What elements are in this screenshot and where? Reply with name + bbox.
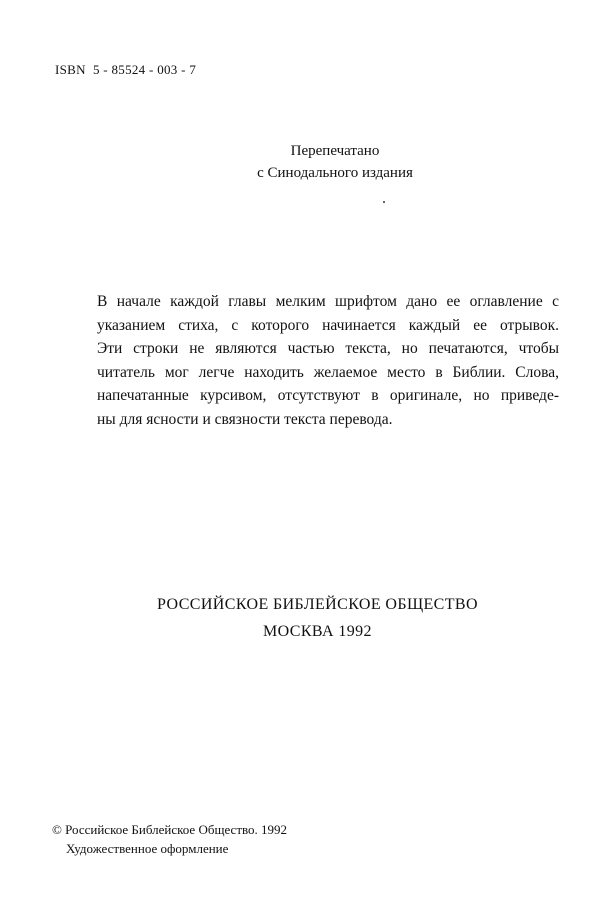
note-line: читатель мог легче находить желаемое место в Библии. Слова, [97, 363, 559, 381]
note-line: указанием стиха, с которого начинается каждый ее отрывок. [97, 316, 559, 334]
isbn-label: ISBN [55, 62, 86, 77]
reprint-note [240, 140, 430, 184]
note-line: ны для ясности и связности текста перевода. [97, 410, 393, 428]
note-line: напечатанные курсивом, отсутствуют в оригинале, но приведе- [97, 387, 559, 404]
note-line: В начале каждой главы мелким шрифтом дано ее оглавление с [97, 293, 559, 310]
publisher-name: РОССИЙСКОЕ БИБЛЕЙСКОЕ ОБЩЕСТВО [157, 596, 478, 613]
isbn-number: 5 - 85524 - 003 - 7 [92, 62, 197, 77]
reprint-line-2: с Синодального издания [257, 165, 413, 181]
stray-dot [383, 201, 385, 203]
copyright-block [52, 820, 287, 858]
editorial-note [97, 290, 559, 431]
reprint-line-1: Перепечатано [290, 143, 380, 159]
note-line: Эти строки не являются частью текста, но печатаются, чтобы [97, 340, 559, 357]
copyright-line: © Российское Библейское Общество. 1992 [52, 822, 288, 837]
publisher-block [100, 591, 535, 645]
isbn-line [55, 62, 196, 78]
design-credit: Художественное оформление [66, 841, 229, 856]
publisher-city-year: МОСКВА 1992 [263, 623, 372, 640]
